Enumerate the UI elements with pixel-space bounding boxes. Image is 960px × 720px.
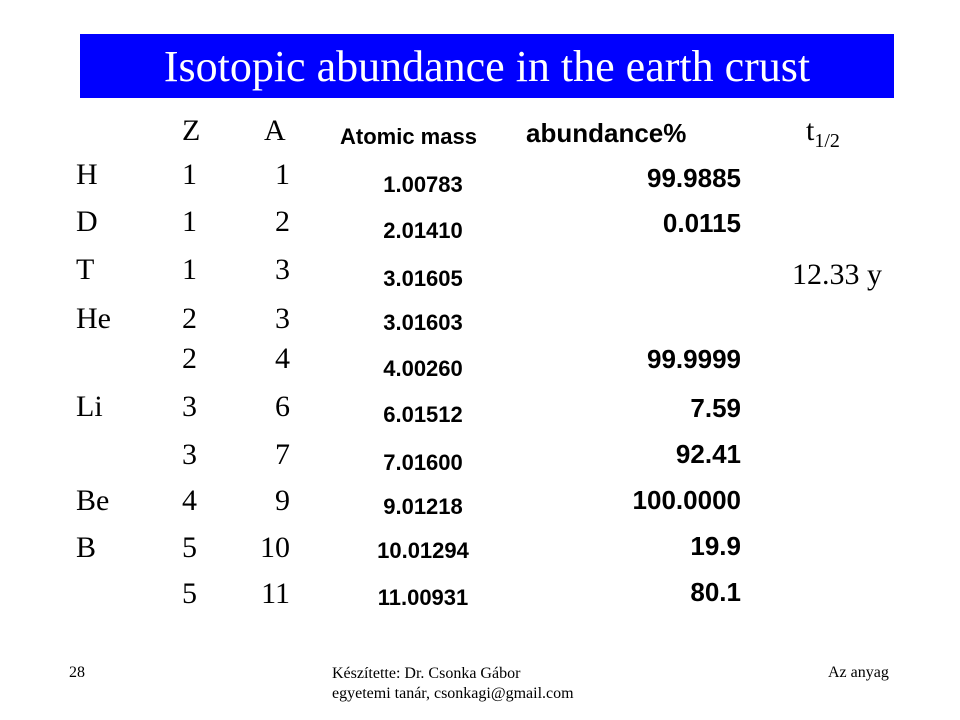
row-abundance: 99.9885 [647, 163, 741, 193]
row-mass: 6.01512 [383, 402, 463, 427]
header-half-life-base: t [806, 114, 815, 147]
row-symbol: Li [76, 390, 103, 423]
row-symbol: D [76, 205, 98, 238]
row-abundance: 80.1 [690, 577, 741, 607]
row-z: 3 [182, 390, 197, 423]
row-symbol: He [76, 302, 111, 335]
row-abundance: 100.0000 [632, 485, 741, 515]
row-z: 1 [182, 253, 197, 286]
row-a-value: 4 [275, 342, 290, 375]
row-mass: 3.01605 [383, 266, 463, 291]
page-number: 28 [69, 664, 85, 681]
header-z: Z [182, 114, 201, 147]
row-z: 2 [182, 302, 197, 335]
author-line-1: Készítette: Dr. Csonka Gábor [332, 665, 521, 682]
row-mass: 2.01410 [383, 218, 463, 243]
header-abundance: abundance% [526, 118, 687, 148]
row-mass: 3.01603 [383, 310, 463, 335]
row-a-value: 11 [261, 577, 290, 610]
row-mass: 7.01600 [383, 450, 463, 475]
row-mass: 10.01294 [377, 538, 469, 563]
row-z: 5 [182, 577, 197, 610]
header-atomic-mass: Atomic mass [340, 124, 477, 149]
row-z: 4 [182, 484, 197, 517]
row-abundance: 19.9 [690, 531, 741, 561]
row-mass: 9.01218 [383, 494, 463, 519]
row-z: 3 [182, 438, 197, 471]
row-z: 5 [182, 531, 197, 564]
row-halflife: 12.33 y [792, 258, 882, 291]
row-z: 2 [182, 342, 197, 375]
row-mass: 4.00260 [383, 356, 463, 381]
row-z: 1 [182, 158, 197, 191]
row-symbol: T [76, 253, 95, 286]
author-credit [332, 664, 574, 704]
row-a-value: 9 [275, 484, 290, 517]
row-mass: 11.00931 [377, 585, 469, 610]
row-mass: 1.00783 [383, 172, 463, 197]
author-line-2: egyetemi tanár, csonkagi@gmail.com [332, 685, 574, 702]
row-abundance: 7.59 [690, 393, 741, 423]
row-a-value: 1 [275, 158, 290, 191]
section-label: Az anyag [828, 664, 889, 681]
slide-title-text: Isotopic abundance in the earth crust [163, 41, 811, 91]
row-abundance: 0.0115 [662, 208, 741, 238]
row-symbol: B [76, 531, 97, 564]
row-a-value: 2 [275, 205, 290, 238]
row-symbol: Be [76, 484, 110, 517]
slide-title [80, 34, 894, 98]
row-z: 1 [182, 205, 197, 238]
header-half-life [806, 114, 840, 153]
row-symbol: H [76, 158, 98, 191]
row-a-value: 10 [260, 531, 290, 564]
header-a: A [264, 114, 286, 147]
header-half-life-sub: 1/2 [814, 130, 840, 152]
row-a-value: 3 [275, 302, 290, 335]
row-a-value: 3 [275, 253, 290, 286]
row-abundance: 99.9999 [647, 344, 741, 374]
row-abundance: 92.41 [675, 439, 741, 469]
row-a-value: 7 [275, 438, 290, 471]
row-a-value: 6 [275, 390, 290, 423]
